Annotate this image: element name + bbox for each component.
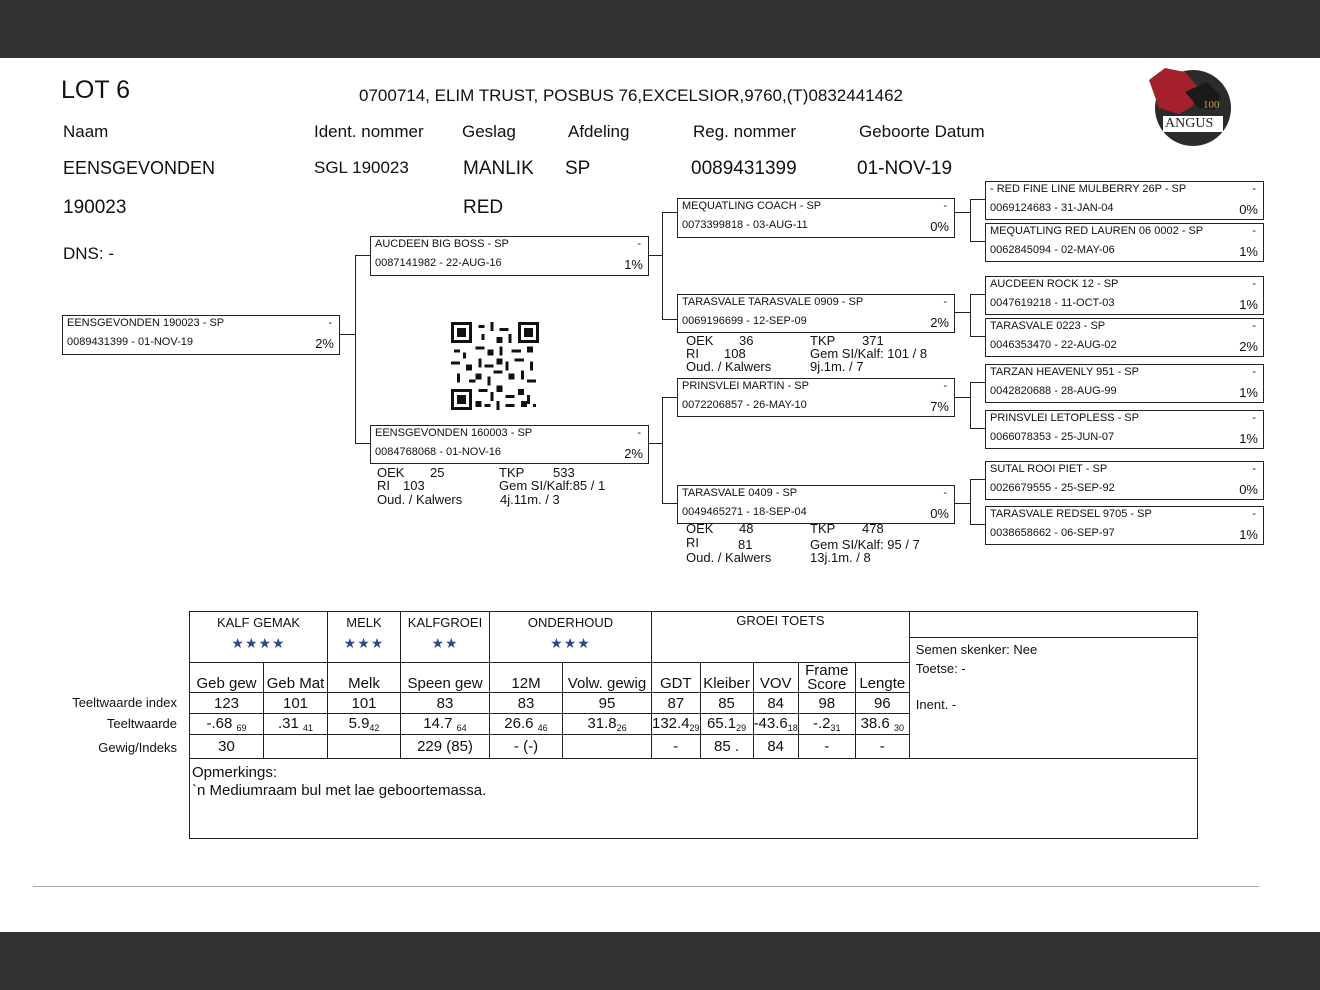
stat-label: OEK — [377, 465, 405, 480]
stat-value: 108 — [724, 346, 746, 361]
ebv-value: 65.1 — [706, 715, 737, 732]
pedigree-gg-5 — [985, 364, 1264, 403]
weight-value: 30 — [190, 735, 264, 759]
semen-donor: Semen skenker: Nee — [915, 642, 1038, 657]
index-value: 84 — [753, 693, 798, 714]
label-reg: Reg. nommer — [693, 122, 796, 141]
pedigree-dash: - — [943, 380, 947, 392]
pedigree-id: 0084768068 - 01-NOV-16 — [375, 446, 501, 458]
ebv-value-cell — [753, 714, 798, 735]
ebv-value: -.2 — [813, 715, 831, 732]
pedigree-id: 0069124683 - 31-JAN-04 — [990, 202, 1114, 214]
pedigree-id: 0049465271 - 18-SEP-04 — [682, 506, 807, 518]
animal-name: EENSGEVONDEN — [63, 158, 216, 178]
side-empty — [909, 612, 1197, 638]
star-rating: ★★ — [431, 635, 459, 651]
remarks-label: Opmerkings: — [192, 764, 278, 781]
ebv-value-cell — [563, 714, 652, 735]
weight-value — [328, 735, 401, 759]
pedigree-id: 0069196699 - 12-SEP-09 — [682, 315, 807, 327]
stat-label: RI — [686, 346, 699, 361]
pedigree-gg-4 — [985, 318, 1264, 357]
qr-code — [450, 322, 540, 410]
pedigree-pct: 1% — [1239, 385, 1258, 400]
weight-value: 84 — [753, 735, 798, 759]
pedigree-sire-sire — [677, 198, 955, 238]
index-value: 101 — [328, 693, 401, 714]
col-header: Lengte — [855, 663, 909, 693]
group-label: MELK — [346, 615, 382, 630]
stat-value: 103 — [403, 478, 425, 493]
pedigree-sire-dam — [677, 294, 955, 333]
animal-colour: RED — [463, 197, 504, 218]
ebv-accuracy: 69 — [236, 723, 247, 733]
pedigree-pct: 1% — [1239, 527, 1258, 542]
index-value: 83 — [490, 693, 563, 714]
stat-label: Oud. / Kalwers — [377, 492, 463, 507]
weight-value: 85 . — [700, 735, 753, 759]
pedigree-dash: - — [1252, 183, 1256, 195]
pedigree-dash: - — [1252, 508, 1256, 520]
pedigree-pct: 2% — [1239, 339, 1258, 354]
label-geslag: Geslag — [462, 122, 516, 141]
stat-label: RI — [686, 535, 699, 550]
pedigree-name: AUCDEEN BIG BOSS - SP — [375, 238, 509, 250]
ebv-value: .31 — [277, 715, 299, 732]
pedigree-id: 0038658662 - 06-SEP-97 — [990, 527, 1115, 539]
animal-reg: 0089431399 — [691, 158, 797, 179]
animal-afdeling: SP — [565, 158, 591, 179]
ebv-value-cell — [264, 714, 328, 735]
pedigree-gg-7 — [985, 461, 1264, 500]
group-kalf-gemak — [190, 612, 328, 663]
pedigree-dash: - — [1252, 366, 1256, 378]
ebv-value-cell — [798, 714, 855, 735]
stat-label: TKP — [810, 521, 836, 536]
pedigree-gg-1 — [985, 181, 1264, 220]
pedigree-name: SUTAL ROOI PIET - SP — [990, 463, 1108, 475]
ebv-value: 14.7 — [423, 715, 453, 732]
pedigree-gg-8 — [985, 506, 1264, 545]
pedigree-name: PRINSVLEI LETOPLESS - SP — [990, 412, 1139, 424]
stat-value: 36 — [739, 333, 754, 348]
remarks — [190, 759, 1198, 839]
ebv-value: 38.6 — [860, 715, 890, 732]
group-label: KALF GEMAK — [216, 615, 301, 630]
pedigree-pct: 2% — [930, 315, 949, 330]
pedigree-gg-6 — [985, 410, 1264, 449]
ebv-value: 31.8 — [587, 715, 617, 732]
ebv-value: 132.4 — [652, 715, 690, 732]
tests: Toetse: - — [915, 661, 966, 676]
stat-label: RI — [377, 478, 390, 493]
group-kalfgroei — [401, 612, 490, 663]
weight-value — [563, 735, 652, 759]
pedigree-id: 0046353470 - 22-AUG-02 — [990, 339, 1117, 351]
ebv-value-cell — [401, 714, 490, 735]
pedigree-pct: 2% — [315, 336, 334, 351]
col-header: Kleiber — [700, 663, 753, 693]
lot-number: LOT 6 — [61, 76, 131, 104]
row-label-index: Teeltwaarde index — [72, 695, 177, 710]
col-header: GDT — [652, 663, 701, 693]
pedigree-name: TARASVALE 0223 - SP — [990, 320, 1106, 332]
pedigree-name: MEQUATLING COACH - SP — [682, 200, 822, 212]
ebv-accuracy: 41 — [303, 723, 314, 733]
pedigree-dash: - — [637, 238, 641, 250]
label-ident: Ident. nommer — [314, 122, 424, 141]
col-header: Volw. gewig — [563, 663, 652, 693]
animal-ident: SGL 190023 — [314, 158, 409, 177]
pedigree-id: 0089431399 - 01-NOV-19 — [67, 336, 193, 348]
ebv-accuracy: 64 — [456, 723, 467, 733]
bottom-bar — [0, 932, 1320, 990]
pedigree-id: 0062845094 - 02-MAY-06 — [990, 244, 1115, 256]
index-value: 123 — [190, 693, 264, 714]
stat-value: 25 — [430, 465, 445, 480]
owner-info: 0700714, ELIM TRUST, POSBUS 76,EXCELSIOR,9760,(T)0832441462 — [359, 86, 903, 105]
row-label-gewig: Gewig/Indeks — [98, 740, 177, 755]
remarks-text: `n Mediumraam bul met lae geboortemassa. — [192, 782, 487, 799]
ebv-accuracy: 29 — [689, 723, 700, 733]
ebv-accuracy: 30 — [893, 723, 904, 733]
dns-label: DNS: - — [63, 244, 114, 263]
stat-label: Oud. / Kalwers — [686, 359, 772, 374]
ebv-table — [189, 611, 1198, 839]
pedigree-name: MEQUATLING RED LAUREN 06 0002 - SP — [990, 225, 1204, 237]
group-onderhoud — [490, 612, 652, 663]
ebv-accuracy: 18 — [787, 723, 798, 733]
pedigree-gg-3 — [985, 276, 1264, 315]
pedigree-pct: 1% — [1239, 244, 1258, 259]
weight-value — [264, 735, 328, 759]
svg-text:100: 100 — [1203, 99, 1220, 111]
pedigree-dash: - — [637, 427, 641, 439]
pedigree-name: AUCDEEN ROCK 12 - SP — [990, 278, 1119, 290]
index-value: 98 — [798, 693, 855, 714]
animal-birthdate: 01-NOV-19 — [857, 158, 953, 179]
group-label: KALFGROEI — [407, 615, 483, 630]
pedigree-name: PRINSVLEI MARTIN - SP — [682, 380, 809, 392]
index-value: 87 — [652, 693, 701, 714]
pedigree-pct: 0% — [1239, 202, 1258, 217]
index-value: 95 — [563, 693, 652, 714]
pedigree-name: TARASVALE 0409 - SP — [682, 487, 798, 499]
index-value: 101 — [264, 693, 328, 714]
stat-label: Oud. / Kalwers — [686, 550, 772, 565]
stats-dam — [377, 466, 637, 508]
pedigree-pct: 0% — [1239, 482, 1258, 497]
pedigree-dash: - — [1252, 278, 1256, 290]
ebv-value: -43.6 — [753, 715, 788, 732]
pedigree-dash: - — [1252, 463, 1256, 475]
pedigree-name: EENSGEVONDEN 160003 - SP — [375, 427, 533, 439]
group-groei-toets — [652, 612, 910, 663]
pedigree-dash: - — [1252, 225, 1256, 237]
pedigree-self — [62, 315, 340, 355]
stats-dam-dam — [686, 522, 951, 564]
ebv-value: 5.9 — [348, 715, 370, 732]
label-geboorte: Geboorte Datum — [859, 122, 985, 141]
index-value: 96 — [855, 693, 909, 714]
side-info — [909, 638, 1197, 759]
pedigree-dash: - — [1252, 412, 1256, 424]
col-header: Speen gew — [401, 663, 490, 693]
pedigree-name: TARZAN HEAVENLY 951 - SP — [990, 366, 1139, 378]
pedigree-dam-sire — [677, 378, 955, 417]
ebv-value: 26.6 — [504, 715, 534, 732]
stat-value: 9j.1m. / 7 — [810, 359, 864, 374]
star-rating: ★★★ — [343, 635, 385, 651]
weight-value: - — [855, 735, 909, 759]
ebv-accuracy: 46 — [537, 723, 548, 733]
stat-value: Gem SI/Kalf: 95 / 7 — [810, 537, 920, 552]
ebv-value-cell — [328, 714, 401, 735]
pedigree-id: 0072206857 - 26-MAY-10 — [682, 399, 807, 411]
logo-text: ANGUS — [1165, 116, 1214, 131]
stat-label: OEK — [686, 521, 714, 536]
weight-value: - (-) — [490, 735, 563, 759]
col-header: Frame Score — [798, 663, 855, 693]
pedigree-id: 0087141982 - 22-AUG-16 — [375, 257, 502, 269]
pedigree-name: EENSGEVONDEN 190023 - SP — [67, 317, 225, 329]
ebv-value-cell — [855, 714, 909, 735]
pedigree-pct: 1% — [1239, 297, 1258, 312]
ebv-value-cell — [700, 714, 753, 735]
stat-label: TKP — [499, 465, 525, 480]
pedigree-pct: 1% — [624, 257, 643, 272]
pedigree-dash: - — [328, 317, 332, 329]
label-naam: Naam — [63, 122, 109, 141]
index-value: 85 — [700, 693, 753, 714]
stat-value: 4j.11m. / 3 — [500, 492, 560, 507]
pedigree-id: 0047619218 - 11-OCT-03 — [990, 297, 1115, 309]
pedigree-dash: - — [1252, 320, 1256, 332]
weight-value: 229 (85) — [401, 735, 490, 759]
ebv-value-cell — [652, 714, 701, 735]
stat-value: 371 — [862, 333, 884, 348]
pedigree-id: 0073399818 - 03-AUG-11 — [682, 219, 808, 231]
stat-value: 533 — [553, 465, 575, 480]
stat-label: OEK — [686, 333, 714, 348]
stat-value: 478 — [862, 521, 884, 536]
stat-value: Gem SI/Kalf: 101 / 8 — [810, 346, 928, 361]
pedigree-dash: - — [943, 296, 947, 308]
pedigree-name: TARASVALE TARASVALE 0909 - SP — [682, 296, 864, 308]
stat-value: 81 — [738, 537, 753, 552]
pedigree-pct: 1% — [1239, 431, 1258, 446]
pedigree-pct: 0% — [930, 219, 949, 234]
star-rating: ★★★★ — [231, 635, 286, 651]
group-label: ONDERHOUD — [527, 615, 614, 630]
weight-value: - — [652, 735, 701, 759]
pedigree-dash: - — [943, 200, 947, 212]
pedigree-sire — [370, 236, 649, 276]
star-rating: ★★★ — [550, 635, 591, 651]
pedigree-dash: - — [943, 487, 947, 499]
pedigree-pct: 0% — [930, 506, 949, 521]
vaccination: Inent. - — [915, 697, 957, 712]
stat-value: Gem SI/Kalf:85 / 1 — [499, 478, 606, 493]
pedigree-pct: 7% — [930, 399, 949, 414]
ebv-value-cell — [490, 714, 563, 735]
top-bar — [0, 0, 1320, 58]
pedigree-id: 0026679555 - 25-SEP-92 — [990, 482, 1115, 494]
stat-value: 13j.1m. / 8 — [810, 550, 871, 565]
row-label-teeltwaarde: Teeltwaarde — [106, 716, 177, 731]
stat-value: 48 — [739, 521, 754, 536]
weight-value: - — [798, 735, 855, 759]
col-header: VOV — [753, 663, 798, 693]
col-header: Geb gew — [190, 663, 264, 693]
pedigree-dam-dam — [677, 485, 955, 524]
ebv-accuracy: 26 — [616, 723, 627, 733]
ebv-accuracy: 42 — [369, 723, 380, 733]
pedigree-pct: 2% — [624, 446, 643, 461]
group-melk — [328, 612, 401, 663]
pedigree-dam — [370, 425, 649, 464]
ebv-value: -.68 — [206, 715, 233, 732]
col-header: Geb Mat — [264, 663, 328, 693]
pedigree-name: TARASVALE REDSEL 9705 - SP — [990, 508, 1152, 520]
pedigree-gg-2 — [985, 223, 1264, 262]
col-header: Melk — [328, 663, 401, 693]
label-afdeling: Afdeling — [568, 122, 630, 141]
stat-label: TKP — [810, 333, 836, 348]
stats-sire-dam — [686, 334, 951, 376]
col-header: 12M — [490, 663, 563, 693]
animal-number: 190023 — [63, 197, 127, 218]
pedigree-id: 0042820688 - 28-AUG-99 — [990, 385, 1117, 397]
ebv-value-cell — [190, 714, 264, 735]
group-label: GROEI TOETS — [736, 613, 825, 628]
ebv-accuracy: 29 — [736, 723, 747, 733]
ebv-accuracy: 31 — [830, 723, 841, 733]
index-value: 83 — [401, 693, 490, 714]
animal-sex: MANLIK — [463, 158, 534, 179]
angus-logo — [1145, 66, 1235, 148]
pedigree-name: - RED FINE LINE MULBERRY 26P - SP — [990, 183, 1187, 195]
pedigree-id: 0066078353 - 25-JUN-07 — [990, 431, 1115, 443]
footer-divider — [33, 886, 1259, 887]
